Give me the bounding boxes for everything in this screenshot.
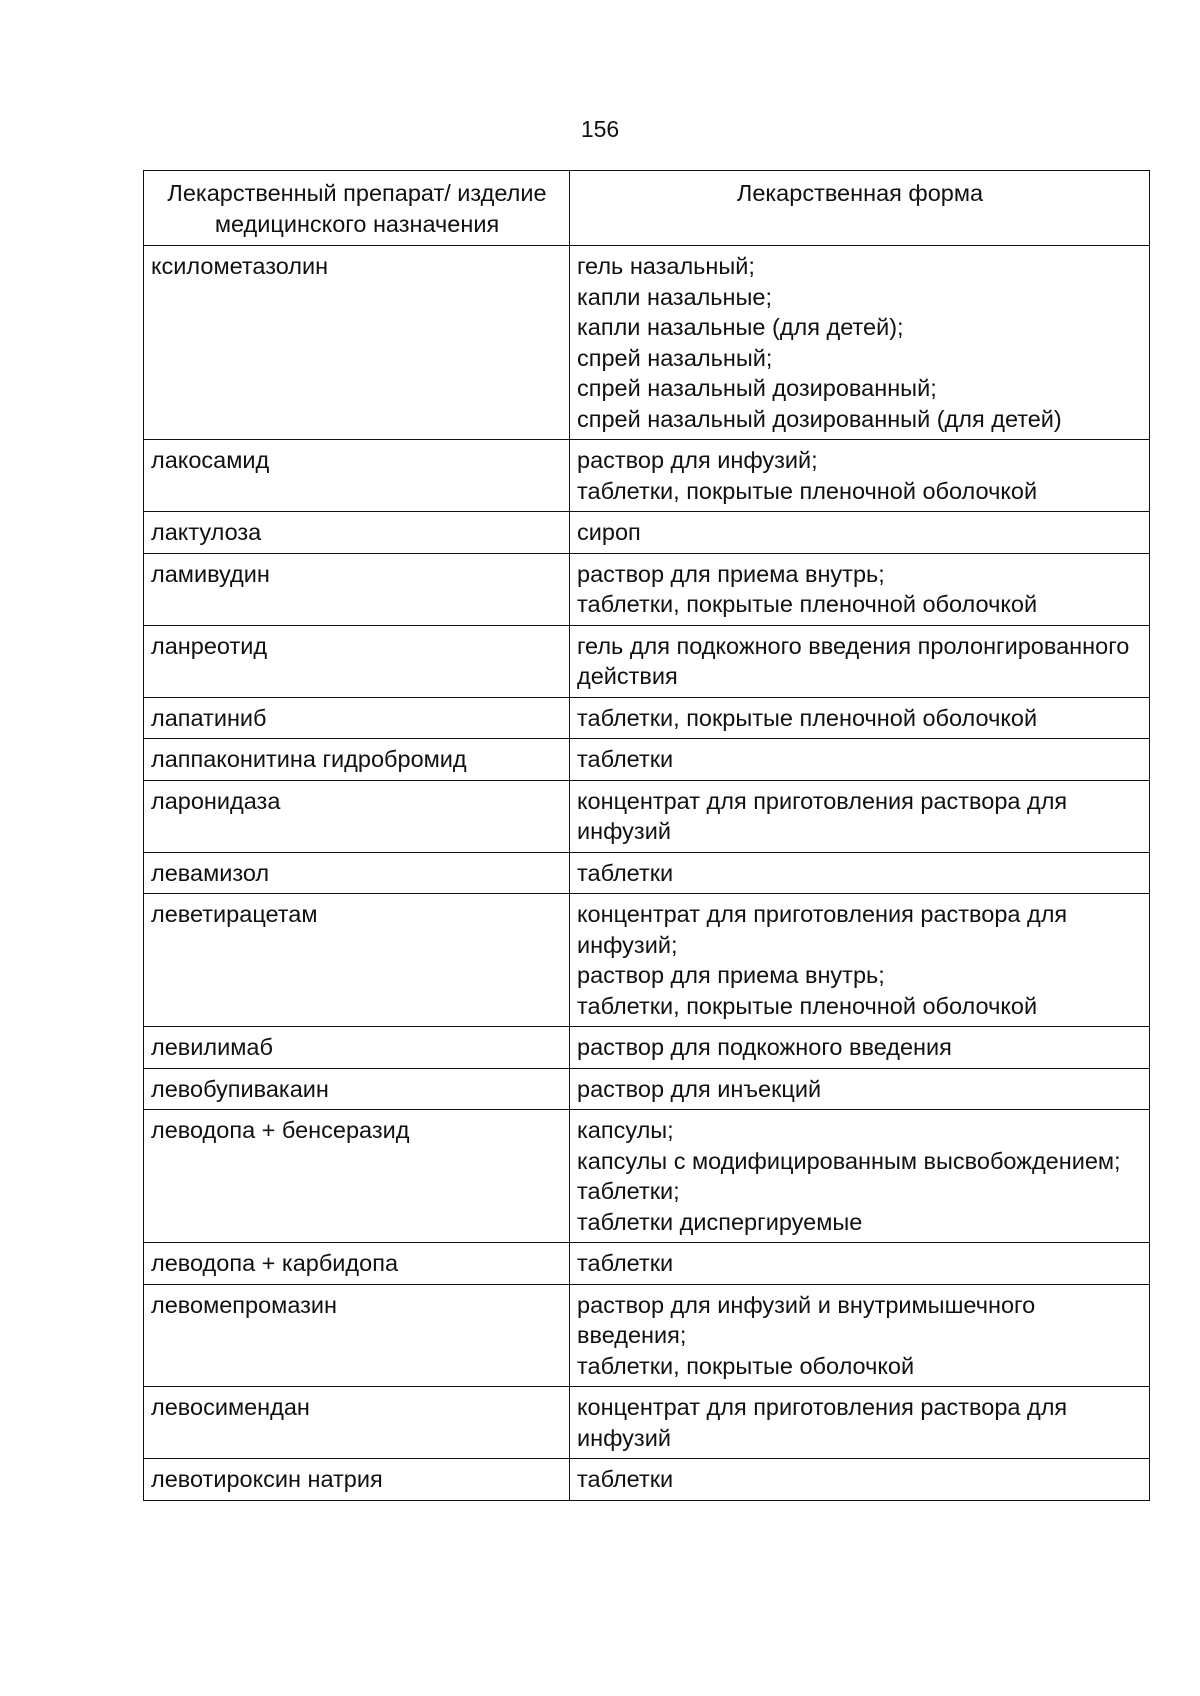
dosage-form-cell [570, 1068, 1150, 1110]
dosage-form-cell [570, 1387, 1150, 1459]
dosage-form-cell [570, 440, 1150, 512]
drug-name-cell: лакосамид [144, 440, 570, 512]
dosage-form-line: раствор для подкожного введения [577, 1034, 952, 1060]
dosage-form-line: гель для подкожного введения пролонгированного действия [577, 632, 1136, 689]
table-row [144, 780, 1150, 852]
dosage-form-line: сироп [577, 519, 641, 545]
dosage-form-line: концентрат для приготовления раствора для инфузий [577, 1394, 1074, 1451]
table-row [144, 553, 1150, 625]
dosage-form-cell [570, 246, 1150, 440]
dosage-form-line: таблетки [577, 1250, 674, 1276]
dosage-form-cell [570, 894, 1150, 1027]
dosage-form-cell [570, 1459, 1150, 1501]
drug-name-cell: левосимендан [144, 1387, 570, 1459]
dosage-form-line: капсулы; [577, 1117, 674, 1143]
table-row [144, 1243, 1150, 1285]
dosage-form-line: капли назальные; [577, 283, 773, 310]
dosage-form-line: спрей назальный дозированный (для детей) [577, 405, 1062, 432]
drug-name-cell: лапатиниб [144, 697, 570, 739]
dosage-form-line: таблетки [577, 746, 674, 772]
table-row [144, 1110, 1150, 1243]
drug-name-cell: лактулоза [144, 512, 570, 554]
table-row [144, 852, 1150, 894]
dosage-form-line: таблетки, покрытые пленочной оболочкой [577, 591, 1038, 617]
dosage-form-cell [570, 553, 1150, 625]
drug-name-cell: левамизол [144, 852, 570, 894]
dosage-form-cell [570, 625, 1150, 697]
dosage-form-line: концентрат для приготовления раствора для инфузий; [577, 901, 1074, 958]
dosage-form-line: раствор для приема внутрь; [577, 962, 885, 988]
dosage-form-cell [570, 780, 1150, 852]
drug-name-cell: ламивудин [144, 553, 570, 625]
drug-name-cell: левомепромазин [144, 1284, 570, 1387]
drug-name-cell: лаппаконитина гидробромид [144, 739, 570, 781]
dosage-form-line: гель назальный; [577, 253, 755, 279]
table-row [144, 1027, 1150, 1069]
table-row [144, 1284, 1150, 1387]
table-row [144, 440, 1150, 512]
dosage-form-line: спрей назальный дозированный; [577, 375, 937, 401]
dosage-form-line: спрей назальный; [577, 344, 773, 371]
dosage-form-line: раствор для инфузий и внутримышечного введения; [577, 1291, 1042, 1348]
dosage-form-line: раствор для инфузий; [577, 447, 818, 473]
drug-name-cell: левилимаб [144, 1027, 570, 1069]
page-number: 156 [580, 116, 620, 142]
dosage-form-line: раствор для инъекций [577, 1075, 822, 1102]
table-row [144, 512, 1150, 554]
table-body [144, 246, 1150, 1501]
table-row [144, 625, 1150, 697]
drug-name-cell: левобупивакаин [144, 1068, 570, 1110]
drug-name-cell: левотироксин натрия [144, 1459, 570, 1501]
dosage-form-line: капсулы с модифицированным высвобождением; [577, 1147, 1121, 1174]
drug-name-cell: леводопа + карбидопа [144, 1243, 570, 1285]
dosage-form-cell [570, 1243, 1150, 1285]
table-row [144, 894, 1150, 1027]
dosage-form-line: таблетки, покрытые пленочной оболочкой [577, 704, 1038, 731]
dosage-form-line: раствор для приема внутрь; [577, 560, 885, 587]
dosage-form-line: концентрат для приготовления раствора для инфузий [577, 787, 1074, 844]
dosage-form-line: таблетки, покрытые оболочкой [577, 1352, 915, 1379]
table-header-row [144, 171, 1150, 246]
dosage-form-line: таблетки диспергируемые [577, 1208, 863, 1235]
dosage-form-cell [570, 1284, 1150, 1387]
drug-table [143, 170, 1150, 1501]
drug-name-cell: леводопа + бенсеразид [144, 1110, 570, 1243]
dosage-form-cell [570, 1110, 1150, 1243]
dosage-form-line: таблетки, покрытые пленочной оболочкой [577, 477, 1038, 504]
table-row [144, 1459, 1150, 1501]
table-row [144, 1387, 1150, 1459]
drug-name-cell: леветирацетам [144, 894, 570, 1027]
drug-name-cell: ланреотид [144, 625, 570, 697]
table-row [144, 246, 1150, 440]
dosage-form-cell [570, 512, 1150, 554]
dosage-form-line: таблетки [577, 1466, 674, 1492]
dosage-form-line: капли назальные (для детей); [577, 314, 904, 340]
table-row [144, 1068, 1150, 1110]
dosage-form-cell [570, 1027, 1150, 1069]
dosage-form-line: таблетки; [577, 1178, 680, 1204]
dosage-form-line: таблетки, покрытые пленочной оболочкой [577, 992, 1038, 1019]
drug-name-cell: ларонидаза [144, 780, 570, 852]
dosage-form-cell [570, 852, 1150, 894]
table-row [144, 739, 1150, 781]
header-form: Лекарственная форма [570, 171, 1150, 246]
dosage-form-cell [570, 739, 1150, 781]
table-row [144, 697, 1150, 739]
dosage-form-line: таблетки [577, 859, 674, 886]
dosage-form-cell [570, 697, 1150, 739]
table-header [144, 171, 1150, 246]
drug-name-cell: ксилометазолин [144, 246, 570, 440]
header-drug: Лекарственный препарат/ изделие медицинского назначения [144, 171, 570, 246]
